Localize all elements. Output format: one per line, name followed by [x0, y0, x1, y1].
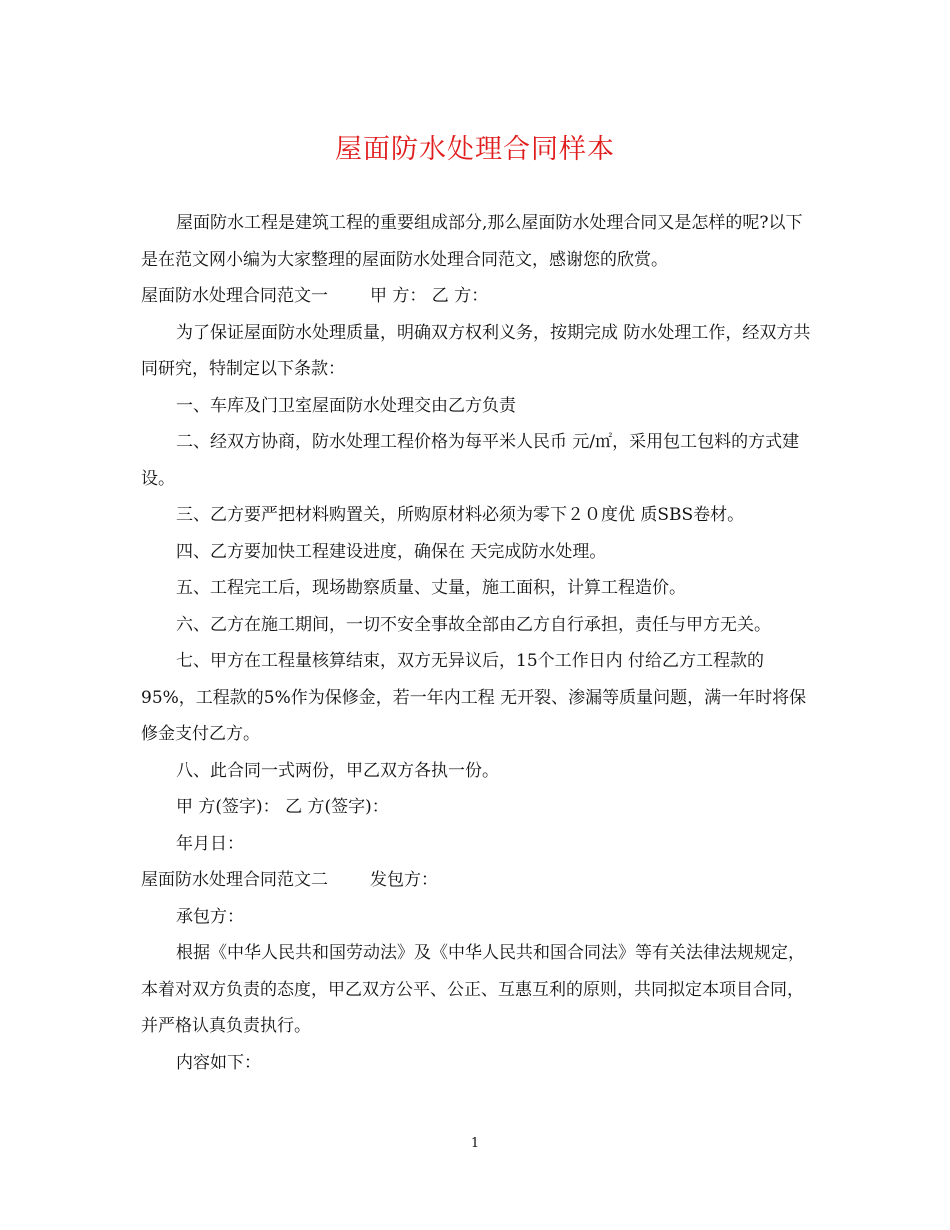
legal-basis-paragraph: 根据《中华人民共和国劳动法》及《中华人民共和国合同法》等有关法律法规规定，本着对双方负责的态度，甲乙双方公平、公正、互惠互利的原则，共同拟定本项目合同，并严格认真负责执行。: [141, 943, 805, 1036]
clause-7: 七、甲方在工程量核算结束，双方无异议后，15个工作日内 付给乙方工程款的95%，工程款的5%作为保修金，若一年内工程 无开裂、渗漏等质量问题，满一年时将保修金支付乙方。: [141, 651, 807, 744]
section-two-employer: 发包方：: [370, 870, 438, 890]
section-one-header-line: [141, 278, 811, 315]
document-body: [141, 205, 811, 1081]
preamble-paragraph: 为了保证屋面防水处理质量，明确双方权利义务，按期完成 防水处理工作，经双方共同研究，特制定以下条款：: [141, 322, 811, 379]
date-line: 年月日：: [176, 833, 244, 854]
clause-6: 六、乙方在施工期间，一切不安全事故全部由乙方自行承担，责任与甲方无关。: [176, 614, 771, 635]
clause-8: 八、此合同一式两份，甲乙双方各执一份。: [176, 760, 499, 781]
page-number: 1: [470, 1136, 480, 1151]
intro-paragraph: 屋面防水工程是建筑工程的重要组成部分,那么屋面防水处理合同又是怎样的呢?以下是在范文网小编为大家整理的屋面防水处理合同范文，感谢您的欣赏。: [141, 213, 803, 270]
contractor-line: 承包方：: [176, 906, 244, 927]
content-label: 内容如下：: [176, 1052, 261, 1073]
clause-5: 五、工程完工后，现场勘察质量、丈量，施工面积，计算工程造价。: [176, 578, 686, 598]
clause-4: 四、乙方要加快工程建设进度，确保在 天完成防水处理。: [176, 541, 607, 562]
clause-3: 三、乙方要严把材料购置关，所购原材料必须为零下２０度优 质SBS卷材。: [176, 505, 745, 525]
signature-line: 甲 方(签字)： 乙 方(签字)：: [176, 797, 389, 817]
document-title: 屋面防水处理合同样本: [335, 134, 615, 165]
section-two-heading: 屋面防水处理合同范文二: [141, 870, 328, 890]
clause-1: 一、车库及门卫室屋面防水处理交由乙方负责: [176, 395, 516, 416]
section-two-header-line: [141, 862, 811, 899]
clause-2: 二、经双方协商，防水处理工程价格为每平米人民币 元/㎡，采用包工包料的方式建设。: [141, 432, 800, 489]
section-one-heading: 屋面防水处理合同范文一: [141, 286, 328, 306]
section-one-parties: 甲 方： 乙 方：: [370, 286, 489, 306]
